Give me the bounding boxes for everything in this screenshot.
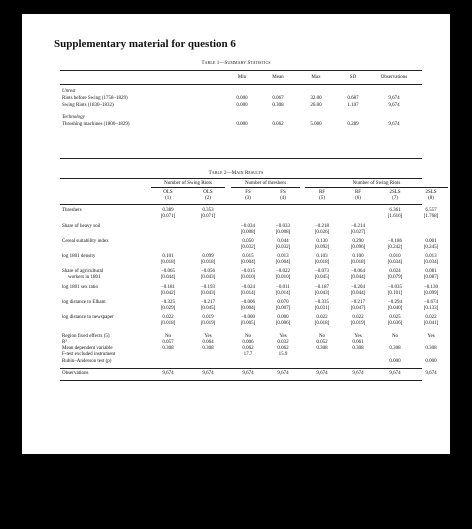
t1-value: 26.00: [310, 103, 322, 108]
t1-value: 9,674: [388, 122, 400, 127]
t2-coefficient: 0.013: [425, 254, 437, 259]
t2-footer-value: No: [164, 334, 172, 339]
t2-std-error: [0.018]: [350, 260, 366, 265]
t1-value: 0.067: [272, 96, 284, 101]
t2-coefficient: −0.033: [275, 224, 291, 229]
t2-row-label: log distance to Elham: [62, 300, 106, 305]
t2-coefficient: −0.214: [350, 224, 366, 229]
t2-footer-value: Yes: [354, 334, 362, 339]
t1-row-label: Threshing machines (1800–1829): [62, 122, 130, 127]
t2-footer-value: 0.308: [202, 346, 214, 351]
t2-std-error: [0.004]: [240, 306, 256, 311]
t2-method-header: OLS: [203, 190, 213, 195]
t2-std-error: [0.044]: [350, 291, 366, 296]
t2-footer-value: 15.9: [278, 352, 288, 357]
t2-observations-value: 9,674: [425, 371, 437, 376]
t2-std-error: [0.010]: [240, 275, 256, 280]
t2-footer-value: 0.308: [316, 346, 328, 351]
t2-footer-value: Yes: [427, 334, 435, 339]
t2-std-error: [0.101]: [387, 291, 403, 296]
t2-footer-value: 0.000: [425, 359, 437, 364]
t2-footer-label: F-test excluded instrument: [62, 352, 116, 357]
t1-column-header: Min: [237, 75, 247, 80]
t2-footer-value: 0.057: [162, 340, 174, 345]
t2-column-number: (4): [280, 196, 286, 201]
t2-coefficient: −0.011: [276, 285, 290, 290]
t2-column-number: (7): [392, 196, 398, 201]
t2-footer-value: 0.006: [242, 340, 254, 345]
t1-column-header: Observations: [380, 75, 408, 80]
t2-footer-value: 0.062: [242, 346, 254, 351]
t2-footer-value: 0.308: [389, 346, 401, 351]
t1-value: 0.000: [236, 96, 248, 101]
t1-row-label: Swing Riots (1830–1832): [62, 103, 114, 108]
t2-coefficient: 6.557: [425, 208, 437, 213]
t2-method-header: OLS: [163, 190, 173, 195]
t1-value: 9,674: [388, 96, 400, 101]
t2-footer-value: 0.064: [202, 340, 214, 345]
t2-footer-label: Region fixed effects (5): [62, 334, 110, 339]
t2-std-error: [0.071]: [200, 214, 216, 219]
t2-coefficient: 0.013: [277, 254, 289, 259]
t2-row-label: Cereal suitability index: [62, 239, 109, 244]
t1-value: 5.000: [310, 122, 322, 127]
t2-std-error: [0.031]: [314, 306, 330, 311]
t2-method-header: RF: [318, 190, 326, 195]
t1-value: 0.000: [236, 122, 248, 127]
t2-coefficient: −0.035: [387, 285, 403, 290]
t2-coefficient: 0.001: [425, 239, 437, 244]
t2-coefficient: 0.000: [277, 315, 289, 320]
t2-std-error: [0.036]: [387, 321, 403, 326]
t2-row-label: Threshers: [62, 208, 82, 213]
t2-coefficient: 0.050: [242, 239, 254, 244]
t2-coefficient: 0.010: [389, 254, 401, 259]
t2-std-error: [0.010]: [275, 275, 291, 280]
t2-std-error: [0.043]: [200, 291, 216, 296]
t2-std-error: [0.087]: [423, 275, 439, 280]
t2-coefficient: −0.218: [314, 224, 330, 229]
t2-coefficient: −0.056: [200, 269, 216, 274]
t2-footer-label: R²: [62, 340, 67, 345]
t2-coefficient: 0.019: [202, 315, 214, 320]
t2-bottom-rule: [60, 380, 422, 381]
t2-column-number: (8): [428, 196, 434, 201]
t2-footer-label: Rubin–Anderson test (p): [62, 359, 112, 364]
t2-observations-value: 9,674: [316, 371, 328, 376]
t2-method-header: 2SLS: [389, 190, 401, 195]
t1-value: 0.289: [347, 122, 359, 127]
t2-footer-value: 0.000: [389, 359, 401, 364]
t2-std-error: [0.014]: [240, 291, 256, 296]
t2-coefficient: −0.325: [160, 300, 176, 305]
t1-section-heading: Unrest: [62, 89, 76, 94]
t2-coefficient: −0.186: [387, 239, 403, 244]
t2-observations-value: 9,674: [389, 371, 401, 376]
t2-footer-value: No: [391, 334, 399, 339]
t2-row-label: log distance to newspaper: [62, 315, 114, 320]
t2-coefficient: −0.064: [350, 269, 366, 274]
t2-coefficient: −0.217: [200, 300, 216, 305]
t2-coefficient: 0.130: [316, 239, 328, 244]
t2-coefficient: 0.389: [162, 208, 174, 213]
t2-coefficient: 0.103: [316, 254, 328, 259]
t2-std-error: [0.018]: [200, 260, 216, 265]
t2-std-error: [0.071]: [160, 214, 176, 219]
t2-std-error: [0.096]: [350, 245, 366, 250]
t2-observations-value: 9,674: [242, 371, 254, 376]
t2-coefficient: 0.290: [352, 239, 364, 244]
t2-observations-value: 9,674: [162, 371, 174, 376]
t1-value: 0.062: [272, 122, 284, 127]
t2-std-error: [0.004]: [275, 260, 291, 265]
t2-coefficient: 0.024: [389, 269, 401, 274]
t2-std-error: [0.004]: [240, 260, 256, 265]
t2-group-underline: [231, 187, 300, 188]
t2-std-error: [0.008]: [275, 230, 291, 235]
t2-coefficient: −0.065: [160, 269, 176, 274]
t2-std-error: [0.026]: [314, 230, 330, 235]
t1-column-header: Mean: [272, 75, 284, 80]
t2-std-error: [0.245]: [423, 245, 439, 250]
t2-footer-value: 17.7: [243, 352, 253, 357]
t2-coefficient: −0.187: [314, 285, 330, 290]
t2-group-header: Number of threshers: [244, 181, 287, 186]
t2-method-header: RF: [354, 190, 362, 195]
document-page: [22, 14, 450, 454]
t2-coefficient: 0.025: [389, 315, 401, 320]
t2-coefficient: −0.073: [314, 269, 330, 274]
t2-observations-value: 9,674: [277, 371, 289, 376]
t2-std-error: [0.029]: [160, 306, 176, 311]
t2-observations-value: 9,674: [352, 371, 364, 376]
t1-value: 9,674: [388, 103, 400, 108]
t1-value: 0.687: [347, 96, 359, 101]
t2-coefficient: −0.015: [240, 269, 256, 274]
t2-coefficient: 0.081: [425, 269, 437, 274]
t2-std-error: [0.042]: [160, 291, 176, 296]
t2-coefficient: −0.217: [350, 300, 366, 305]
t2-std-error: [0.014]: [275, 291, 291, 296]
t2-footer-value: Yes: [204, 334, 212, 339]
t2-coefficient: 0.044: [277, 239, 289, 244]
t2-std-error: [0.044]: [350, 275, 366, 280]
t1-value: 32.00: [310, 96, 322, 101]
t2-coefficient: 0.100: [352, 254, 364, 259]
t2-column-number: (3): [245, 196, 251, 201]
t2-method-header: 2SLS: [425, 190, 437, 195]
table2-caption: Table 2—Main Results: [208, 171, 264, 176]
t2-std-error: [1.768]: [423, 214, 439, 219]
t2-coefficient: −0.022: [275, 269, 291, 274]
t2-std-error: [0.027]: [350, 230, 366, 235]
t1-column-header: SD: [349, 75, 357, 80]
t2-row-label: log 1801 sex ratio: [62, 285, 98, 290]
t2-method-header: FS: [280, 190, 286, 195]
t2-group-underline: [151, 187, 225, 188]
t2-footer-value: 0.052: [316, 340, 328, 345]
t1-bottom-rule: [60, 158, 422, 159]
t2-coefficient: 6.361: [389, 208, 401, 213]
t2-coefficient: 0.022: [352, 315, 364, 320]
t2-coefficient: −0.000: [240, 315, 256, 320]
t2-footer-label: Mean dependent variable: [62, 346, 113, 351]
t2-coefficient: −0.024: [240, 285, 256, 290]
t2-std-error: [0.019]: [350, 321, 366, 326]
t2-std-error: [0.005]: [240, 321, 256, 326]
t2-method-header: FS: [245, 190, 251, 195]
t2-std-error: [0.133]: [423, 306, 439, 311]
t2-std-error: [0.018]: [160, 260, 176, 265]
t2-coefficient: −0.130: [423, 285, 439, 290]
t2-std-error: [0.032]: [240, 245, 256, 250]
t2-coefficient: −0.006: [240, 300, 256, 305]
t2-coefficient: 0.101: [162, 254, 174, 259]
t2-coefficient: 0.353: [202, 208, 214, 213]
t2-group-header: Number of Swing Riots: [164, 181, 212, 186]
t2-column-number: (2): [205, 196, 211, 201]
t1-header-rule: [60, 84, 422, 85]
t1-top-rule: [60, 70, 422, 71]
t2-std-error: [0.043]: [314, 291, 330, 296]
t2-std-error: [0.007]: [275, 306, 291, 311]
t2-column-number: (5): [319, 196, 325, 201]
t2-group-underline: [305, 187, 448, 188]
t2-coefficient: 0.022: [425, 315, 437, 320]
t2-footer-value: No: [244, 334, 252, 339]
page-title: Supplementary material for question 6: [54, 38, 236, 50]
t2-std-error: [0.041]: [423, 321, 439, 326]
t2-footer-value: 0.061: [352, 340, 364, 345]
t2-header-rule: [60, 204, 422, 205]
t2-std-error: [1.616]: [387, 214, 403, 219]
t2-coefficient: −0.181: [160, 285, 176, 290]
t1-row-label: Riots before Swing (1758–1829): [62, 96, 128, 101]
t2-footer-value: 0.308: [162, 346, 174, 351]
t2-std-error: [0.032]: [275, 245, 291, 250]
t2-std-error: [0.242]: [387, 245, 403, 250]
t2-footer-value: No: [318, 334, 326, 339]
t2-std-error: [0.045]: [314, 275, 330, 280]
t2-std-error: [0.099]: [423, 291, 439, 296]
t2-std-error: [0.043]: [200, 275, 216, 280]
t2-footer-value: 0.308: [425, 346, 437, 351]
t2-std-error: [0.018]: [314, 260, 330, 265]
t2-footer-value: 0.308: [352, 346, 364, 351]
t2-row-label: log 1801 density: [62, 254, 96, 259]
t2-std-error: [0.044]: [160, 275, 176, 280]
t1-section-heading: Technology: [62, 115, 85, 120]
t2-coefficient: −0.335: [314, 300, 330, 305]
t1-value: 1.107: [347, 103, 359, 108]
t2-row-label: Share of agricultural: [62, 269, 104, 274]
t2-std-error: [0.047]: [350, 306, 366, 311]
t2-column-number: (1): [165, 196, 171, 201]
t2-std-error: [0.006]: [275, 321, 291, 326]
t2-row-label: Share of heavy soil: [62, 224, 101, 229]
t2-std-error: [0.034]: [423, 260, 439, 265]
t2-std-error: [0.008]: [240, 230, 256, 235]
t2-std-error: [0.092]: [314, 245, 330, 250]
t1-column-header: Max: [311, 75, 321, 80]
t2-std-error: [0.040]: [387, 306, 403, 311]
t2-std-error: [0.019]: [200, 321, 216, 326]
t2-coefficient: 0.070: [277, 300, 289, 305]
t2-footer-value: Yes: [279, 334, 287, 339]
t2-footer-value: 0.062: [277, 346, 289, 351]
t2-coefficient: 0.099: [202, 254, 214, 259]
t2-observations-value: 9,674: [202, 371, 214, 376]
t1-value: 0.000: [236, 103, 248, 108]
t1-value: 0.308: [272, 103, 284, 108]
t2-std-error: [0.079]: [387, 275, 403, 280]
t2-group-header: Number of Swing Riots: [352, 181, 401, 186]
t2-std-error: [0.018]: [160, 321, 176, 326]
t2-coefficient: −0.204: [350, 285, 366, 290]
t2-observations-label: Observations: [62, 371, 89, 376]
t2-coefficient: −0.034: [240, 224, 256, 229]
t2-top-rule: [60, 178, 422, 179]
t2-coefficient: −0.294: [387, 300, 403, 305]
t2-footer-value: 0.032: [277, 340, 289, 345]
table1-caption: Table 1—Summary Statistics: [201, 61, 271, 66]
t2-std-error: [0.034]: [387, 260, 403, 265]
t2-coefficient: 0.022: [162, 315, 174, 320]
t2-std-error: [0.045]: [200, 306, 216, 311]
t2-coefficient: 0.022: [316, 315, 328, 320]
t2-coefficient: 0.015: [242, 254, 254, 259]
t2-std-error: [0.018]: [314, 321, 330, 326]
t2-coefficient: −0.193: [200, 285, 216, 290]
t2-obs-rule: [60, 368, 422, 369]
t2-row-label: workers in 1801: [68, 275, 101, 280]
t2-coefficient: −0.674: [423, 300, 439, 305]
t2-column-number: (6): [355, 196, 361, 201]
